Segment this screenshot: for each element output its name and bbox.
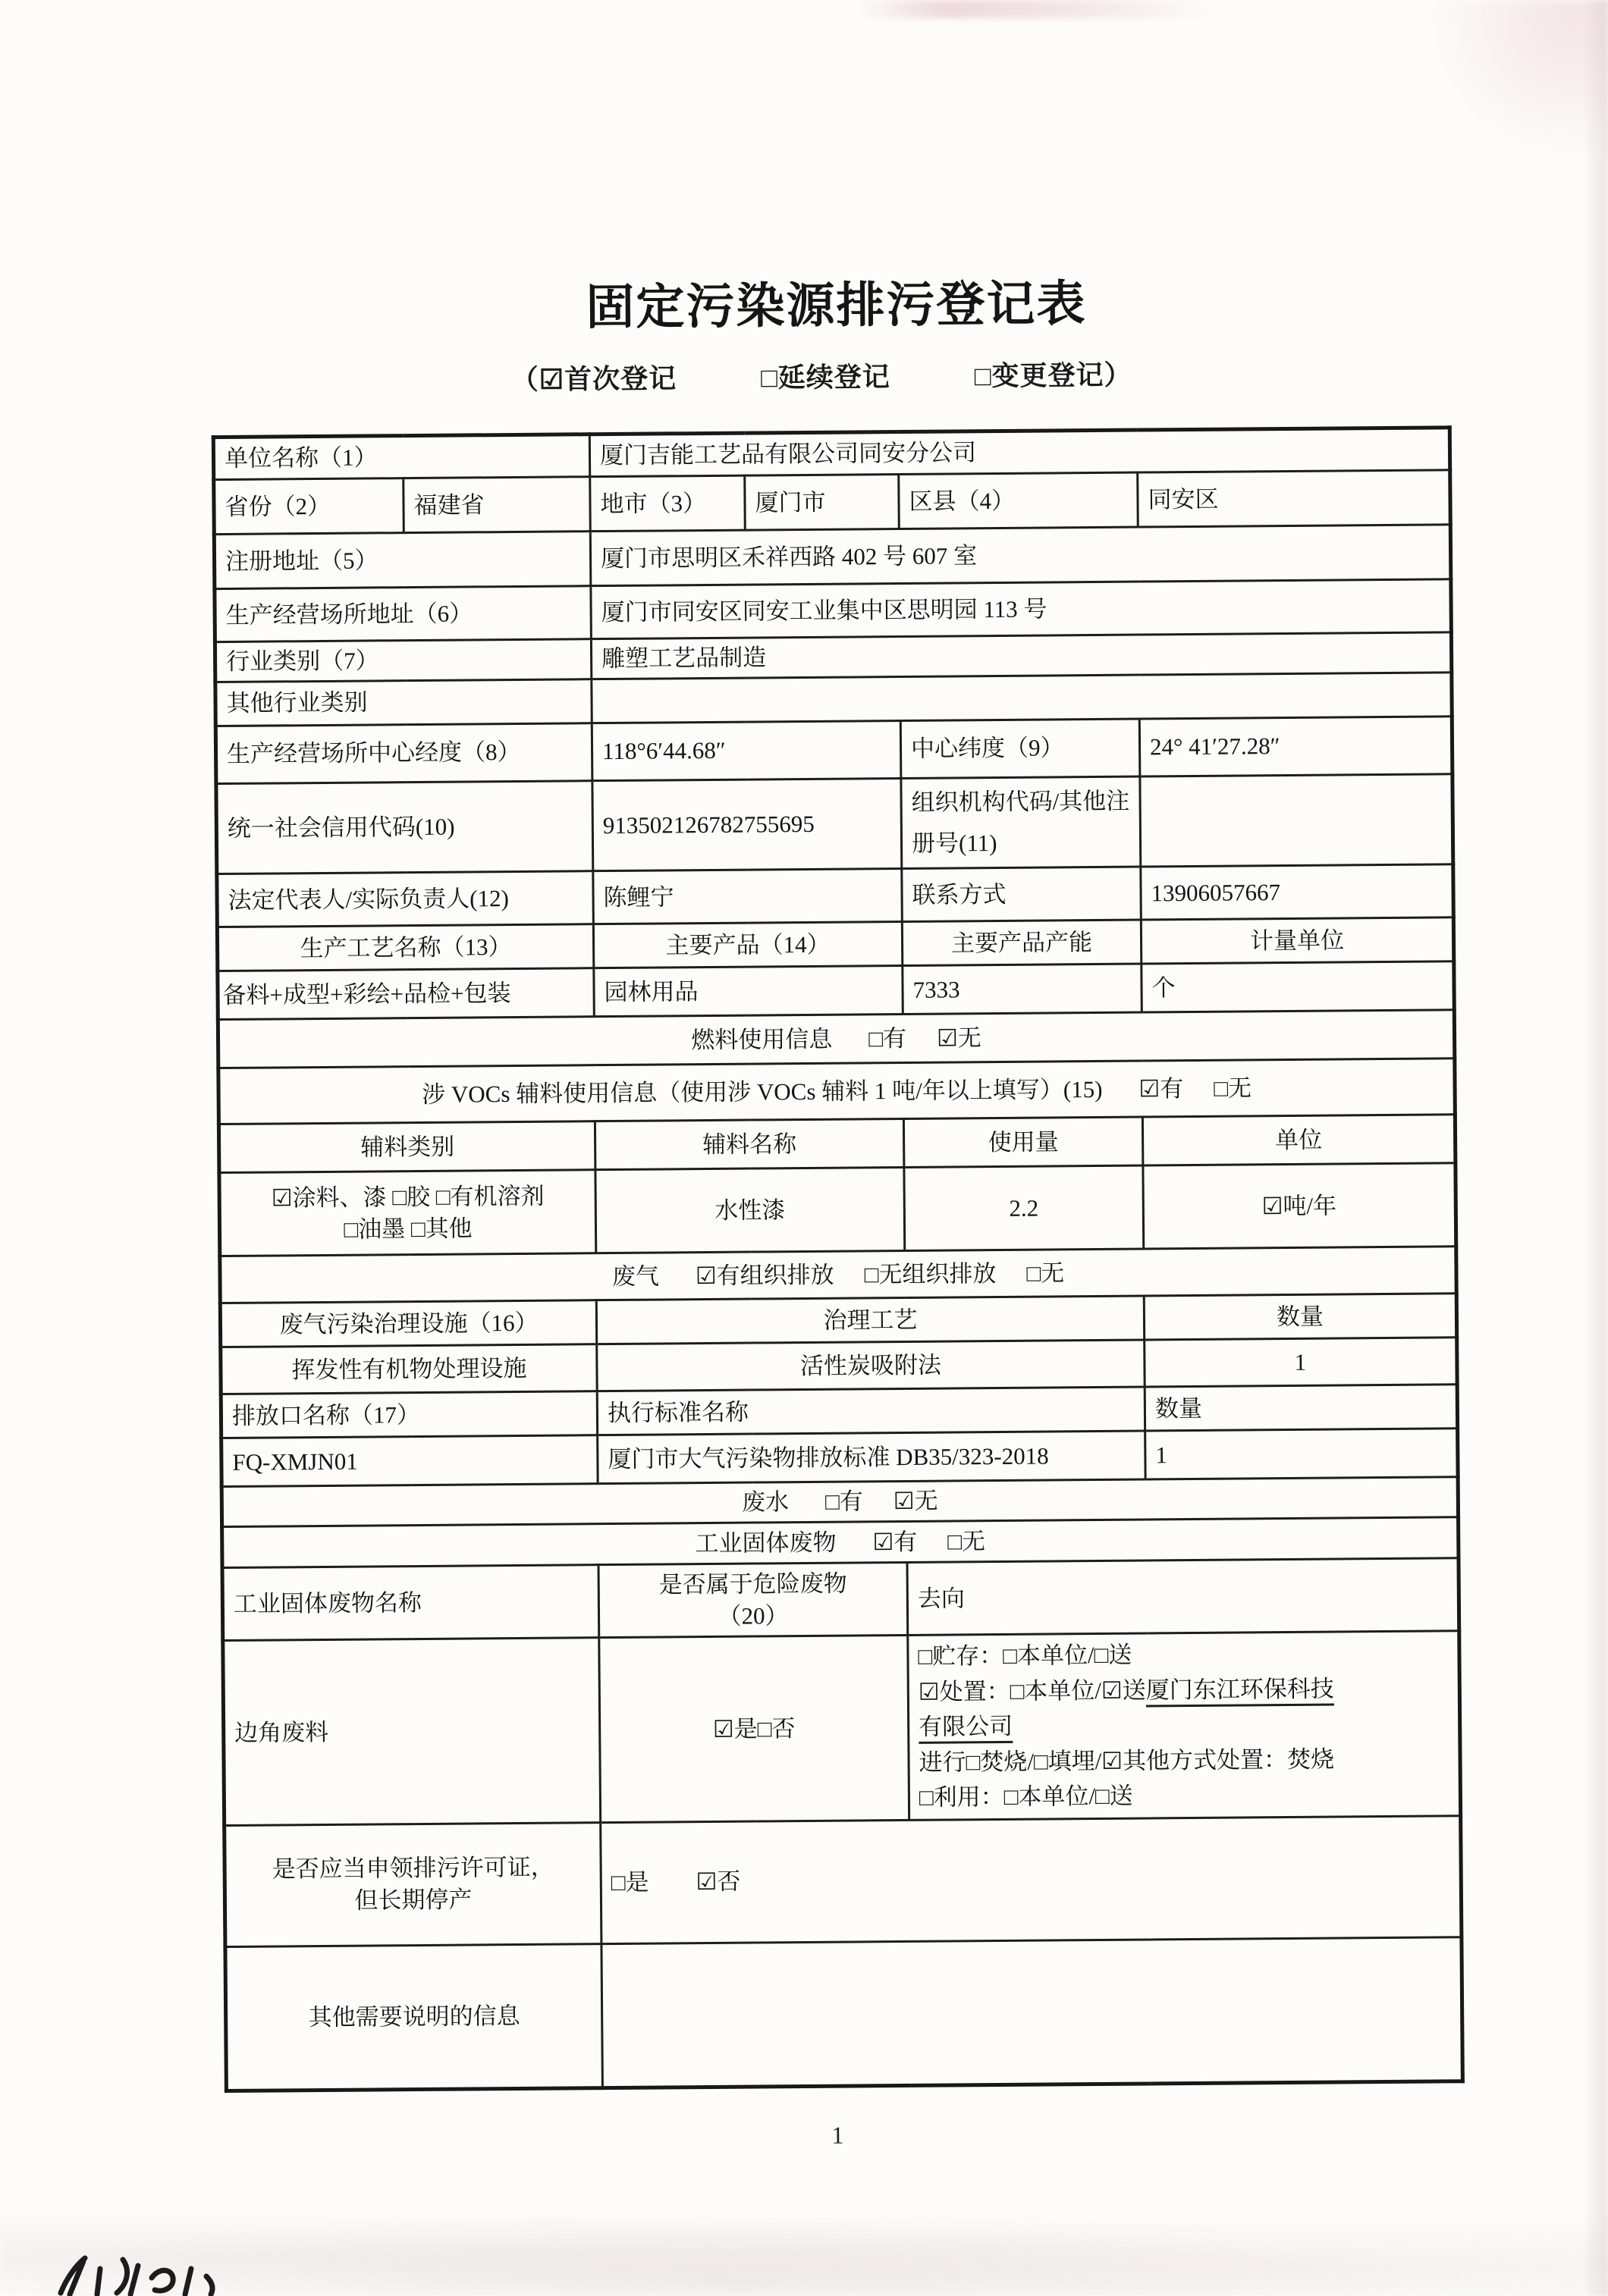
fuel-info-label: 燃料使用信息 [691, 1025, 833, 1054]
cell-outlet-qty-value: 1 [1145, 1429, 1458, 1479]
cell-aux-name-header: 辅料名称 [595, 1119, 903, 1170]
scrap-dest-company-line2 [919, 1706, 1449, 1746]
cell-district-value: 同安区 [1138, 470, 1451, 527]
cell-unit-header: 计量单位 [1141, 917, 1453, 964]
cell-outlet-standard-value: 厦门市大气污染物排放标准 DB35/323-2018 [598, 1431, 1145, 1484]
sw-hazard-header-line2: （20） [718, 1601, 789, 1629]
sw-hazard-header-line1: 是否属于危险废物 [658, 1570, 847, 1598]
cell-vocs-facility-qty: 1 [1145, 1338, 1457, 1387]
form-title: 固定污染源排污登记表 [586, 277, 1087, 335]
cell-vocs-facility-label: 挥发性有机物处理设施 [221, 1344, 597, 1394]
cell-scrap-destination [908, 1631, 1461, 1820]
cell-reg-address-value: 厦门市思明区禾祥西路 402 号 607 室 [590, 525, 1451, 586]
page-number: 1 [831, 2121, 844, 2149]
cell-aux-amount-header: 使用量 [903, 1117, 1142, 1167]
waste-gas-none-checkbox: □无 [1026, 1259, 1065, 1287]
aux-category-line1: ☑涂料、漆 □胶 □有机溶剂 [271, 1182, 545, 1212]
registration-type-options: （☑首次登记 □延续登记 □变更登记） [510, 359, 1132, 396]
cell-main-product-header: 主要产品（14） [593, 922, 902, 968]
cell-sw-name-header: 工业固体废物名称 [222, 1565, 599, 1641]
cell-contact-label: 联系方式 [902, 867, 1142, 921]
cell-unit-name-label: 单位名称（1） [213, 434, 589, 480]
cell-longitude-value: 118°6′44.68″ [592, 720, 901, 780]
row-vocs-info [218, 1059, 1456, 1124]
cell-credit-code-label: 统一社会信用代码(10) [216, 781, 593, 874]
fuel-none-checkbox: ☑无 [936, 1024, 981, 1052]
cell-reg-address-label: 注册地址（5） [214, 532, 591, 589]
vocs-has-checkbox: ☑有 [1138, 1074, 1184, 1103]
waste-gas-unorganized-checkbox: □无组织排放 [864, 1259, 997, 1288]
cell-unit-name-value: 厦门吉能工艺品有限公司同安分公司 [589, 428, 1449, 477]
cell-other-info-label: 其他需要说明的信息 [225, 1943, 602, 2091]
scrap-dest-disposal-line [919, 1670, 1449, 1710]
cell-aux-name-value: 水性漆 [595, 1168, 905, 1253]
cell-city-label: 地市（3） [590, 475, 746, 532]
cell-outlet-name-header: 排放口名称（17） [221, 1391, 597, 1438]
cell-vocs-facility-process: 活性炭吸附法 [597, 1340, 1145, 1391]
scrap-dest-method-line: 进行□焚烧/□填埋/☑其他方式处置：焚烧 [919, 1746, 1335, 1776]
cell-treatment-process-header: 治理工艺 [596, 1296, 1144, 1344]
handwriting-scribble [50, 2243, 293, 2296]
cell-scrap-name: 边角废料 [223, 1638, 601, 1825]
registration-table [212, 425, 1465, 2092]
cell-org-code-label: 组织机构代码/其他注册号(11) [901, 776, 1141, 869]
cell-latitude-label: 中心纬度（9） [900, 719, 1140, 778]
scrap-dest-use-line: □利用：□本单位/□送 [919, 1782, 1133, 1811]
cell-contact-value: 13906057667 [1141, 864, 1454, 920]
cell-other-info-value [601, 1937, 1462, 2087]
cell-unit-value: 个 [1142, 961, 1454, 1012]
cell-credit-code-value: 913502126782755695 [592, 778, 902, 871]
permit-label-line1: 是否应当申领排污许可证， [272, 1853, 554, 1883]
cell-legal-rep-value: 陈鲤宁 [593, 869, 903, 924]
cell-site-address-value: 厦门市同安区同安工业集中区思明园 113 号 [591, 579, 1452, 639]
cell-main-product-value: 园林用品 [594, 966, 903, 1017]
cell-outlet-qty-header: 数量 [1145, 1385, 1457, 1431]
cell-capacity-value: 7333 [903, 964, 1142, 1014]
scrap-dest-disposal-prefix: ☑处置：□本单位/☑送 [918, 1677, 1146, 1705]
cell-sw-hazard-header [598, 1563, 908, 1638]
scrap-dest-company-part1: 厦门东江环保科技 [1146, 1675, 1334, 1707]
cell-industry-label: 行业类别（7） [215, 639, 591, 682]
cell-aux-unit-header: 单位 [1142, 1115, 1455, 1165]
wastewater-has-checkbox: □有 [824, 1488, 863, 1516]
cell-district-label: 区县（4） [899, 472, 1138, 529]
cell-latitude-value: 24° 41′27.28″ [1139, 717, 1453, 776]
solid-waste-none-checkbox: □无 [947, 1527, 986, 1555]
vocs-none-checkbox: □无 [1214, 1074, 1252, 1102]
cell-permit-value: □是 ☑否 [601, 1815, 1462, 1943]
solid-waste-label: 工业固体废物 [695, 1529, 837, 1557]
cell-other-industry-value [592, 673, 1452, 723]
cell-industry-value: 雕塑工艺品制造 [591, 632, 1451, 679]
cell-longitude-label: 生产经营场所中心经度（8） [215, 723, 592, 784]
cell-scrap-hazard: ☑是□否 [599, 1636, 909, 1823]
cell-aux-category-header: 辅料类别 [218, 1121, 595, 1173]
cell-outlet-standard-header: 执行标准名称 [597, 1387, 1145, 1435]
scrap-dest-company-part2: 有限公司 [919, 1713, 1013, 1744]
cell-province-value: 福建省 [404, 477, 591, 533]
cell-process-name-header: 生产工艺名称（13） [217, 924, 593, 971]
cell-permit-label [225, 1822, 601, 1946]
cell-aux-amount-value: 2.2 [904, 1165, 1144, 1250]
waste-gas-label: 废气 [611, 1262, 660, 1290]
permit-label-line2: 但长期停产 [354, 1886, 473, 1914]
cell-gas-qty-header: 数量 [1144, 1294, 1456, 1340]
wastewater-label: 废水 [741, 1488, 790, 1517]
cell-province-label: 省份（2） [214, 478, 404, 535]
cell-aux-category-value [219, 1170, 596, 1256]
aux-category-line2: □油墨 □其他 [344, 1215, 473, 1243]
solid-waste-has-checkbox: ☑有 [872, 1528, 918, 1556]
cell-gas-facility-label: 废气污染治理设施（16） [220, 1300, 596, 1347]
waste-gas-organized-checkbox: ☑有组织排放 [695, 1261, 834, 1290]
cell-process-value: 备料+成型+彩绘+品检+包装 [218, 968, 594, 1020]
cell-site-address-label: 生产经营场所地址（6） [215, 586, 592, 642]
fuel-has-checkbox: □有 [868, 1024, 907, 1052]
scrap-dest-storage-line: □贮存：□本单位/□送 [918, 1641, 1132, 1670]
cell-other-industry-label: 其他行业类别 [215, 679, 592, 726]
cell-outlet-name-value: FQ-XMJN01 [221, 1435, 598, 1487]
vocs-info-label: 涉 VOCs 辅料使用信息（使用涉 VOCs 辅料 1 吨/年以上填写）(15) [422, 1075, 1103, 1108]
cell-city-value: 厦门市 [745, 474, 900, 530]
cell-sw-dest-header: 去向 [907, 1558, 1459, 1636]
cell-capacity-header: 主要产品产能 [902, 920, 1141, 965]
cell-legal-rep-label: 法定代表人/实际负责人(12) [217, 871, 594, 927]
cell-org-code-value [1140, 774, 1453, 867]
cell-aux-unit-value: ☑吨/年 [1143, 1163, 1456, 1249]
wastewater-none-checkbox: ☑无 [893, 1487, 938, 1515]
